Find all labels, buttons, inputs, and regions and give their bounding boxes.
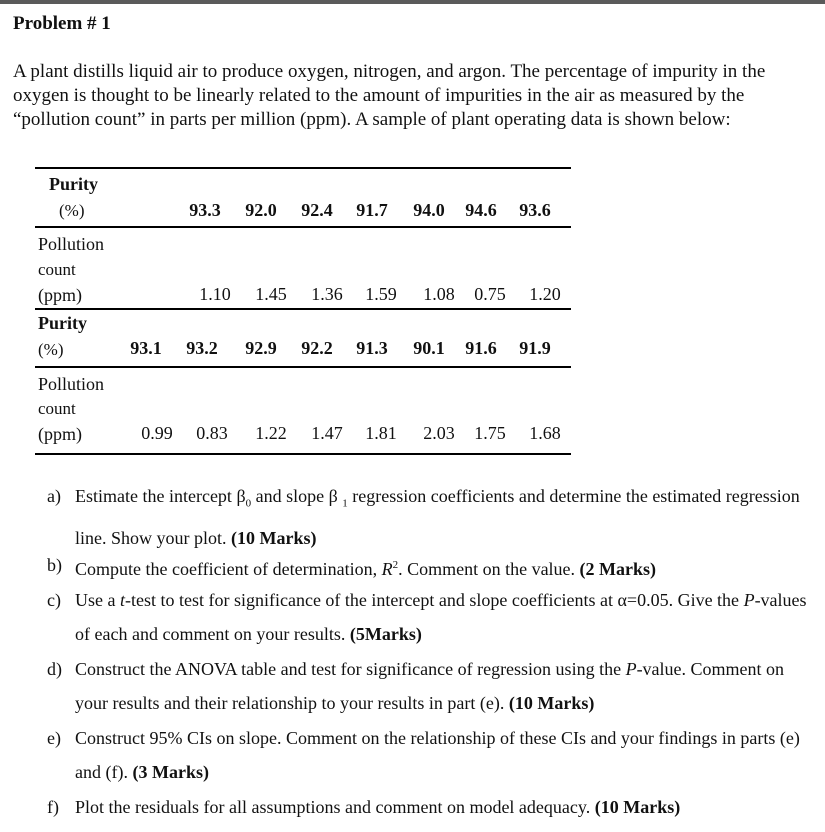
question-text: Construct the ANOVA table and test for significance of regression using the P-value. Comment on your results and their relationship to your results in part (e). (10 Marks) xyxy=(75,659,785,713)
marks: (2 Marks) xyxy=(579,559,657,579)
question-letter: a) xyxy=(47,486,61,506)
purity-value: 92.2 xyxy=(301,338,333,358)
purity-value: 91.7 xyxy=(356,200,388,220)
pollution-unit: (ppm) xyxy=(38,285,82,305)
purity-value: 90.1 xyxy=(413,338,445,358)
pollution-value: 0.99 xyxy=(141,423,173,443)
pollution-value: 1.45 xyxy=(255,284,287,304)
marks: (10 Marks) xyxy=(594,797,681,817)
table-rule xyxy=(35,167,571,169)
question-text: Construct 95% CIs on slope. Comment on the relationship of these CIs and your findings in parts (e) and (f). (3 Marks) xyxy=(75,728,800,782)
question-letter: d) xyxy=(47,659,62,679)
pollution-value: 2.03 xyxy=(423,423,455,443)
pollution-value: 1.59 xyxy=(365,284,397,304)
purity-value: 91.9 xyxy=(519,338,551,358)
purity-value: 91.3 xyxy=(356,338,388,358)
purity-value: 93.1 xyxy=(130,338,162,358)
question-letter: f) xyxy=(47,797,59,817)
purity-unit: (%) xyxy=(59,201,85,220)
pollution-value: 1.81 xyxy=(365,423,397,443)
table-rule xyxy=(35,366,571,368)
question-text: Plot the residuals for all assumptions and comment on model adequacy. (10 Marks) xyxy=(75,797,681,817)
question-text: Use a t-test to test for significance of the intercept and slope coefficients at α=0.05. Give the P-values of each and comment on your results. (5Marks) xyxy=(75,590,807,644)
question-letter: b) xyxy=(47,555,62,575)
question-e xyxy=(47,721,807,789)
purity-value: 91.6 xyxy=(465,338,497,358)
purity-label: Purity xyxy=(49,174,98,194)
question-a xyxy=(47,479,807,547)
question-text: Estimate the intercept $\beta_0$ and slope β $_1$ regression coefficients and determine the estimated regression line. Show your plot. (10 Marks) xyxy=(75,486,800,548)
pollution-value: 1.68 xyxy=(529,423,561,443)
marks: (3 Marks) xyxy=(132,762,209,782)
purity-value: 94.6 xyxy=(465,200,497,220)
pollution-value: 0.83 xyxy=(196,423,228,443)
marks: (5Marks) xyxy=(349,624,422,644)
purity-value: 92.9 xyxy=(245,338,277,358)
question-d xyxy=(47,652,807,720)
table-rule xyxy=(35,453,571,455)
pollution-label: Pollution xyxy=(38,374,105,394)
purity-label: Purity xyxy=(38,313,87,333)
purity-value: 92.4 xyxy=(301,200,333,220)
pollution-label-count: count xyxy=(38,260,76,279)
purity-value: 93.6 xyxy=(519,200,551,220)
table-rule xyxy=(35,226,571,228)
pollution-label-count: count xyxy=(38,399,76,418)
question-letter: c) xyxy=(47,590,61,610)
pollution-value: 1.75 xyxy=(474,423,506,443)
purity-unit: (%) xyxy=(38,340,64,359)
purity-value: 92.0 xyxy=(245,200,277,220)
purity-value: 93.3 xyxy=(189,200,221,220)
pollution-label: Pollution xyxy=(38,234,105,254)
purity-value: 93.2 xyxy=(186,338,218,358)
problem-title: Problem # 1 xyxy=(13,13,111,34)
marks: (10 Marks) xyxy=(231,527,317,548)
pollution-value: 1.36 xyxy=(311,284,343,304)
table-rule xyxy=(35,308,571,310)
intro-paragraph: A plant distills liquid air to produce oxygen, nitrogen, and argon. The percentage of impurity in the oxygen is thought to be linearly related to the amount of impurities in the air as measured by the “pollution count” in parts per million (ppm). A sample of plant operating data is shown below: xyxy=(13,61,766,130)
marks: (10 Marks) xyxy=(508,693,595,713)
question-f xyxy=(47,790,807,824)
pollution-value: 1.47 xyxy=(311,423,343,443)
pollution-value: 1.08 xyxy=(423,284,455,304)
pollution-value: 1.10 xyxy=(199,284,231,304)
pollution-value: 1.22 xyxy=(255,423,287,443)
pollution-value: 0.75 xyxy=(474,284,506,304)
pollution-unit: (ppm) xyxy=(38,424,82,444)
question-letter: e) xyxy=(47,728,61,748)
question-text: Compute the coefficient of determination, $R^2$. Comment on the value. (2 Marks) xyxy=(75,559,657,579)
pollution-value: 1.20 xyxy=(529,284,561,304)
question-b xyxy=(47,548,807,582)
top-border xyxy=(0,0,825,4)
question-c xyxy=(47,583,807,651)
purity-value: 94.0 xyxy=(413,200,445,220)
